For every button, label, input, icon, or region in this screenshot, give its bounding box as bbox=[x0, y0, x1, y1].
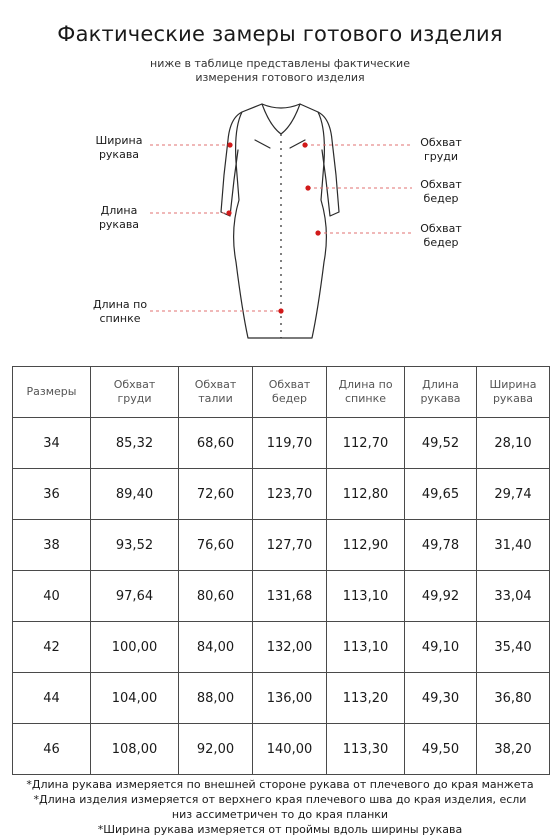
header-text: бедер bbox=[272, 392, 307, 405]
hips-2-marker bbox=[315, 230, 320, 235]
header-text: Размеры bbox=[26, 385, 77, 398]
callout-hips-2 bbox=[410, 222, 472, 250]
table-header-row bbox=[13, 367, 550, 418]
sleeve-width-marker bbox=[227, 142, 232, 147]
header-text: Обхват bbox=[194, 378, 237, 391]
value-cell: 131,68 bbox=[253, 571, 327, 622]
value-cell: 113,20 bbox=[327, 673, 405, 724]
header-sizes bbox=[13, 367, 91, 418]
callout-back-length bbox=[84, 298, 156, 326]
size-table bbox=[12, 366, 550, 775]
value-cell: 29,74 bbox=[477, 469, 550, 520]
header-text: Обхват bbox=[268, 378, 311, 391]
bust-dart bbox=[255, 140, 270, 148]
value-cell: 72,60 bbox=[179, 469, 253, 520]
value-cell: 123,70 bbox=[253, 469, 327, 520]
header-sleeve-width bbox=[477, 367, 550, 418]
value-cell: 112,70 bbox=[327, 418, 405, 469]
header-sleeve-length bbox=[405, 367, 477, 418]
table-row bbox=[13, 673, 550, 724]
value-cell: 108,00 bbox=[91, 724, 179, 775]
value-cell: 28,10 bbox=[477, 418, 550, 469]
chest-marker bbox=[302, 142, 307, 147]
value-cell: 100,00 bbox=[91, 622, 179, 673]
value-cell: 127,70 bbox=[253, 520, 327, 571]
callout-sleeve-length bbox=[88, 204, 150, 232]
callout-text: бедер bbox=[423, 192, 459, 205]
footnote: *Длина рукава измеряется по внешней стороне рукава от плечевого до края манжета bbox=[26, 778, 534, 791]
header-text: груди bbox=[117, 392, 152, 405]
callout-text: Обхват bbox=[420, 222, 462, 235]
header-text: рукава bbox=[420, 392, 461, 405]
value-cell: 104,00 bbox=[91, 673, 179, 724]
sleeve-length-marker bbox=[226, 210, 231, 215]
value-cell: 38,20 bbox=[477, 724, 550, 775]
table-row bbox=[13, 724, 550, 775]
header-text: Длина bbox=[422, 378, 459, 391]
table-row bbox=[13, 622, 550, 673]
table-row bbox=[13, 418, 550, 469]
value-cell: 140,00 bbox=[253, 724, 327, 775]
value-cell: 88,00 bbox=[179, 673, 253, 724]
header-text: спинке bbox=[345, 392, 386, 405]
table-row bbox=[13, 571, 550, 622]
size-cell: 40 bbox=[13, 571, 91, 622]
size-cell: 36 bbox=[13, 469, 91, 520]
value-cell: 113,10 bbox=[327, 571, 405, 622]
header-text: Длина по bbox=[338, 378, 393, 391]
value-cell: 136,00 bbox=[253, 673, 327, 724]
size-cell: 44 bbox=[13, 673, 91, 724]
size-cell: 46 bbox=[13, 724, 91, 775]
dress-outline bbox=[234, 104, 327, 338]
footnote: *Длина изделия измеряется от верхнего края плечевого шва до края изделия, если bbox=[33, 793, 527, 806]
value-cell: 68,60 bbox=[179, 418, 253, 469]
value-cell: 97,64 bbox=[91, 571, 179, 622]
table-row bbox=[13, 520, 550, 571]
callout-text: рукава bbox=[98, 218, 140, 231]
table-row bbox=[13, 469, 550, 520]
callout-text: Длина bbox=[100, 204, 138, 217]
header-text: рукава bbox=[492, 392, 534, 405]
callout-sleeve-width bbox=[88, 134, 150, 162]
value-cell: 119,70 bbox=[253, 418, 327, 469]
callout-text: бедер bbox=[423, 236, 459, 249]
header-text: Ширина bbox=[489, 378, 537, 391]
table-body bbox=[13, 418, 550, 775]
size-cell: 38 bbox=[13, 520, 91, 571]
header-text: талии bbox=[198, 392, 233, 405]
value-cell: 36,80 bbox=[477, 673, 550, 724]
callout-text: Обхват bbox=[420, 136, 462, 149]
callout-text: Обхват bbox=[420, 178, 462, 191]
value-cell: 49,78 bbox=[405, 520, 477, 571]
value-cell: 92,00 bbox=[179, 724, 253, 775]
callout-text: Ширина bbox=[95, 134, 143, 147]
value-cell: 33,04 bbox=[477, 571, 550, 622]
callout-text: спинке bbox=[99, 312, 141, 325]
value-cell: 80,60 bbox=[179, 571, 253, 622]
value-cell: 49,10 bbox=[405, 622, 477, 673]
hips-1-marker bbox=[305, 185, 310, 190]
value-cell: 113,30 bbox=[327, 724, 405, 775]
value-cell: 113,10 bbox=[327, 622, 405, 673]
value-cell: 49,92 bbox=[405, 571, 477, 622]
value-cell: 49,30 bbox=[405, 673, 477, 724]
subtitle-line: ниже в таблице представлены фактические bbox=[150, 57, 410, 70]
footnote: *Ширина рукава измеряется от проймы вдоль ширины рукава bbox=[97, 823, 463, 836]
callout-hips-1 bbox=[410, 178, 472, 206]
footnote: низ ассиметричен то до края планки bbox=[171, 808, 389, 821]
callout-chest bbox=[410, 136, 472, 164]
footnotes bbox=[0, 777, 560, 837]
header-waist bbox=[179, 367, 253, 418]
header-hips bbox=[253, 367, 327, 418]
size-cell: 42 bbox=[13, 622, 91, 673]
header-chest bbox=[91, 367, 179, 418]
value-cell: 49,65 bbox=[405, 469, 477, 520]
subtitle-line: измерения готового изделия bbox=[195, 71, 365, 84]
back-length-marker bbox=[278, 308, 283, 313]
value-cell: 85,32 bbox=[91, 418, 179, 469]
value-cell: 84,00 bbox=[179, 622, 253, 673]
callout-text: рукава bbox=[98, 148, 140, 161]
value-cell: 132,00 bbox=[253, 622, 327, 673]
value-cell: 35,40 bbox=[477, 622, 550, 673]
header-text: Обхват bbox=[113, 378, 156, 391]
value-cell: 93,52 bbox=[91, 520, 179, 571]
value-cell: 112,80 bbox=[327, 469, 405, 520]
value-cell: 49,50 bbox=[405, 724, 477, 775]
size-cell: 34 bbox=[13, 418, 91, 469]
value-cell: 89,40 bbox=[91, 469, 179, 520]
value-cell: 76,60 bbox=[179, 520, 253, 571]
value-cell: 112,90 bbox=[327, 520, 405, 571]
callout-text: Длина по bbox=[92, 298, 148, 311]
value-cell: 31,40 bbox=[477, 520, 550, 571]
page-title: Фактические замеры готового изделия bbox=[57, 22, 503, 46]
callout-text: груди bbox=[423, 150, 459, 163]
header-back-length bbox=[327, 367, 405, 418]
value-cell: 49,52 bbox=[405, 418, 477, 469]
